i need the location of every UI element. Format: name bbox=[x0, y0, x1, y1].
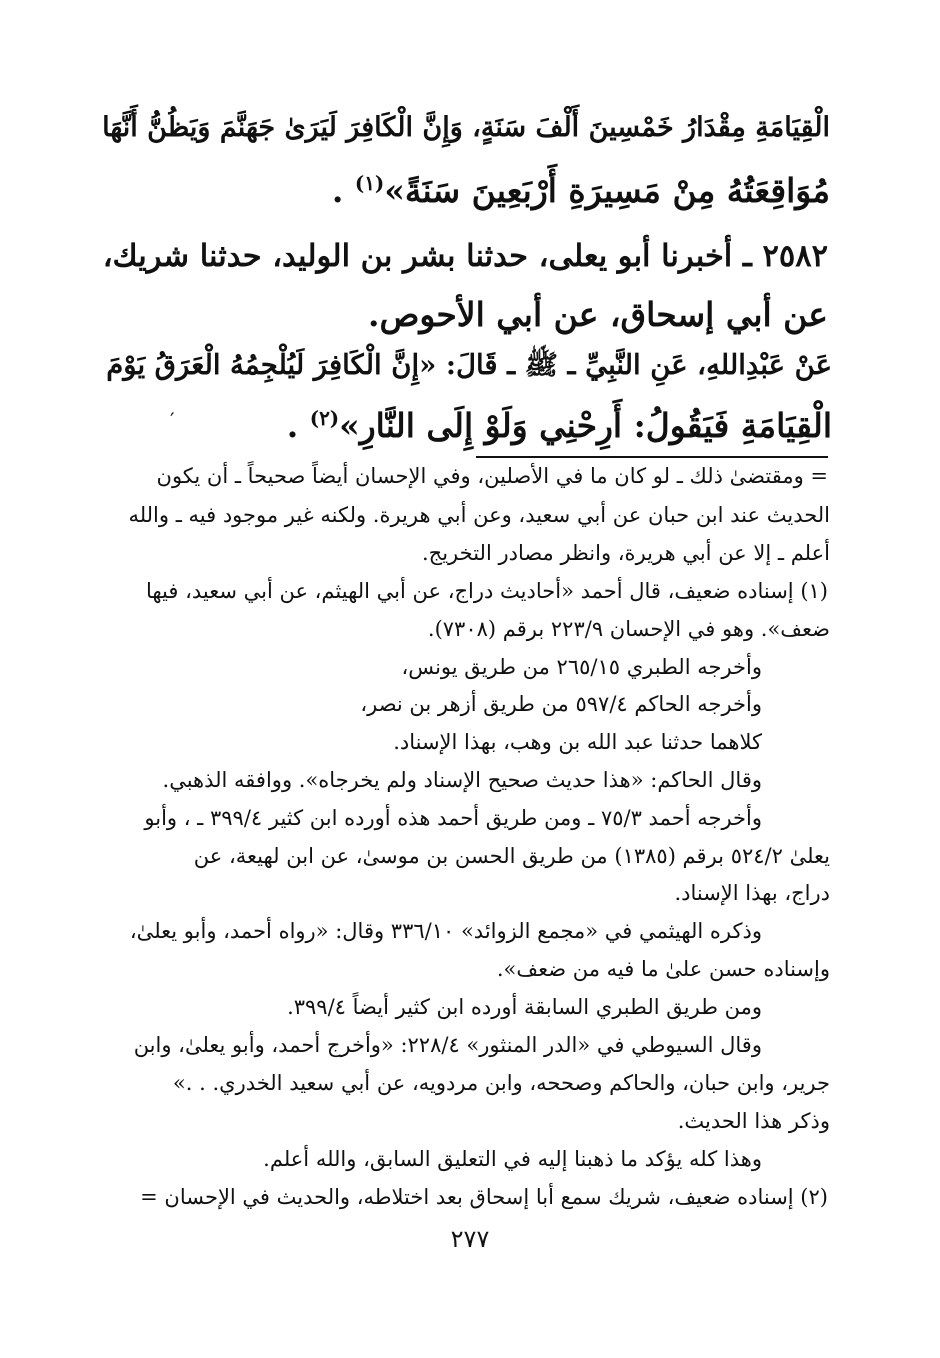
main-line-1: الْقِيَامَةِ مِقْدَارُ خَمْسِينَ أَلْفَ سَنَةٍ، وَإِنَّ الْكَافِرَ لَيَرَىٰ جَهَنَّمَ وَيَظُنُّ أَنَّهَا bbox=[102, 112, 830, 143]
footnote-line: وذكر هذا الحديث. bbox=[677, 1109, 830, 1133]
footnote-line: يعلىٰ ٥٢٤/٢ برقم (١٣٨٥) من طريق الحسن بن موسىٰ، عن ابن لهيعة، عن bbox=[193, 844, 830, 868]
footnote-line: وقال الحاكم: «هذا حديث صحيح الإسناد ولم يخرجاه». ووافقه الذهبي. bbox=[162, 768, 762, 792]
stray-mark: ′ bbox=[170, 408, 175, 432]
footnote-separator bbox=[476, 456, 828, 458]
footnote-ref-1: (١) bbox=[354, 171, 385, 195]
footnote-2-start: (٢) إسناده ضعيف، شريك سمع أبا إسحاق بعد اختلاطه، والحديث في الإحسان = bbox=[140, 1185, 828, 1209]
page-number: ٢٧٧ bbox=[450, 1225, 490, 1253]
footnote-line: = ومقتضىٰ ذلك ـ لو كان ما في الأصلين، وفي الإحسان أيضاً صحيحاً ـ أن يكون bbox=[156, 464, 828, 488]
footnote-line: كلاهما حدثنا عبد الله بن وهب، بهذا الإسناد. bbox=[393, 730, 762, 754]
footnote-line: ضعف». وهو في الإحسان ٢٢٣/٩ برقم (٧٣٠٨). bbox=[427, 617, 830, 641]
footnote-line: وهذا كله يؤكد ما ذهبنا إليه في التعليق السابق، والله أعلم. bbox=[263, 1147, 762, 1171]
footnote-line: ومن طريق الطبري السابقة أورده ابن كثير أيضاً ٣٩٩/٤. bbox=[287, 995, 762, 1019]
footnote-line: وإسناده حسن علىٰ ما فيه من ضعف». bbox=[496, 957, 830, 981]
hadith-matn-line-1: عَنْ عَبْدِاللهِ، عَنِ النَّبِيِّ ـ ﷺ ـ قَالَ: «إِنَّ الْكَافِرَ لَيُلْجِمُهُ الْعَرَقُ يَوْمَ bbox=[106, 349, 832, 381]
hadith-2582-line-2: عن أبي إسحاق، عن أبي الأحوص. bbox=[367, 295, 828, 334]
footnote-1-start: (١) إسناده ضعيف، قال أحمد «أحاديث دراج، عن أبي الهيثم، عن أبي سعيد، فيها bbox=[145, 579, 828, 603]
footnote-line: دراج، بهذا الإسناد. bbox=[674, 881, 830, 905]
footnote-ref-2: (٢) bbox=[309, 406, 340, 430]
footnote-line: وأخرجه أحمد ٧٥/٣ ـ ومن طريق أحمد هذه أورده ابن كثير ٣٩٩/٤ ـ ، وأبو bbox=[144, 806, 762, 830]
footnote-line: الحديث عند ابن حبان عن أبي سعيد، وعن أبي هريرة. ولكنه غير موجود فيه ـ والله bbox=[128, 503, 830, 527]
footnote-line: وذكره الهيثمي في «مجمع الزوائد» ٣٣٦/١٠ وقال: «رواه أحمد، وأبو يعلىٰ، bbox=[129, 919, 762, 943]
footnote-line: وأخرجه الطبري ٢٦٥/١٥ من طريق يونس، bbox=[401, 655, 762, 679]
footnote-line: أعلم ـ إلا عن أبي هريرة، وانظر مصادر التخريج. bbox=[421, 541, 830, 565]
main-line-2: مُوَاقِعَتُهُ مِنْ مَسِيرَةِ أَرْبَعِينَ سَنَةً»$^{(١)}$ . bbox=[331, 171, 830, 210]
footnote-line: جرير، وابن حبان، والحاكم وصححه، وابن مردويه، عن أبي سعيد الخدري. . .» bbox=[172, 1071, 830, 1095]
footnote-line: وقال السيوطي في «الدر المنثور» ٢٢٨/٤: «وأخرج أحمد، وأبو يعلىٰ، وابن bbox=[133, 1033, 762, 1057]
hadith-matn-line-2: الْقِيَامَةِ فَيَقُولُ: أَرِحْنِي وَلَوْ إِلَى النَّارِ»$^{(٢)}$ . bbox=[286, 406, 832, 445]
hadith-2582-line-1: ٢٥٨٢ ـ أخبرنا أبو يعلى، حدثنا بشر بن الوليد، حدثنا شريك، bbox=[102, 238, 828, 274]
footnote-line: وأخرجه الحاكم ٥٩٧/٤ من طريق أزهر بن نصر، bbox=[360, 692, 762, 716]
